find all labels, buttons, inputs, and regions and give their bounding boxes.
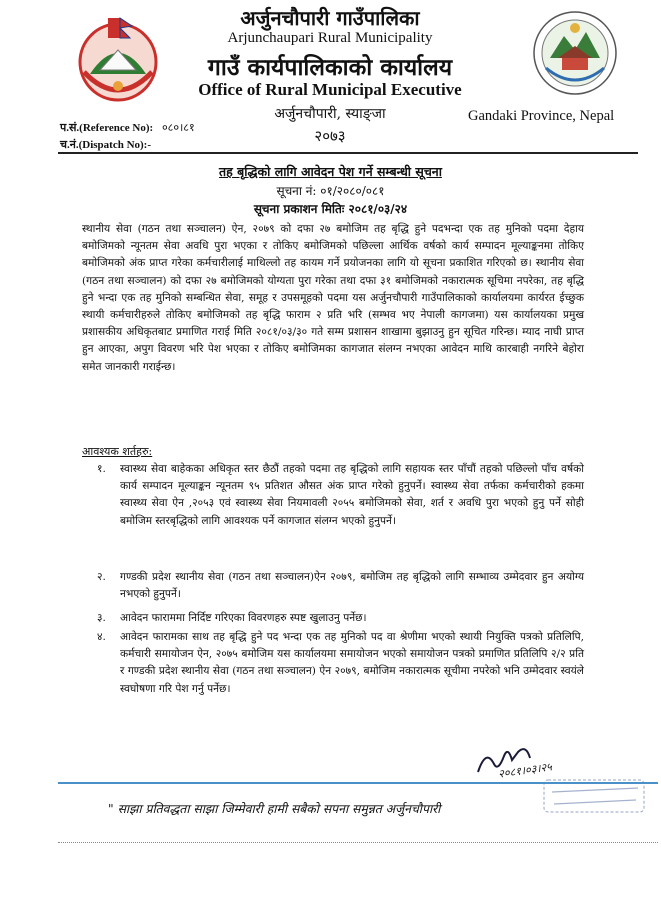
notice-title [0,163,661,180]
municipality-name-nepali: अर्जुनचौपारी गाउँपालिका [240,6,420,30]
province-label: Gandaki Province, Nepal [468,108,615,124]
condition-text: स्वास्थ्य सेवा बाहेकका अधिकृत स्तर छैठौं तहको पदमा तह बृद्धिको लागि सहायक स्तर पाँचौं तहको पछिल्लो पाँच वर्षको कार्य सम्पादन मूल्याङ्कन न्यूनतम ९५ प्रतिशत औसत अंक प्राप्त गरेको हुनुपर्ने। स्वास्थ्य सेवा तर्फका कर्मचारीको हकमा स्वास्थ्य सेवा ऐन ,२०५३ एवं स्वास्थ्य सेवा नियमावली २०५५ बमोजिमको सेवा, शर्त र अवधि पुरा भएको हुनु पर्ने सोही बमोजिम स्तरबृद्धिको लागि आवश्यक पर्ने कागजात संलग्न भएको हुनुपर्ने। [120,463,584,527]
notice-number: सूचना नं: ०१/२०८०/०८१ [276,184,385,198]
condition-item [82,629,584,698]
signature-date: २०८१।०३।२५ [497,760,553,781]
reference-number [60,120,195,135]
condition-item [82,569,584,603]
condition-text: गण्डकी प्रदेश स्थानीय सेवा (गठन तथा सञ्चालन)ऐन २०७९, बमोजिम तह बृद्धिको लागि सम्भाव्य उम्मेदवार हुन अयोग्य नभएको हुनुपर्ने। [120,571,584,601]
condition-number: १. [97,463,106,475]
reference-label: प.सं.(Reference No): [60,122,154,134]
conditions-heading: आवश्यक शर्तहरु: [82,445,153,458]
footer-divider [58,782,658,784]
reference-value: ०८०।८१ [161,122,195,134]
address-nepali: अर्जुनचौपारी, स्याङ्जा [274,106,386,122]
office-name-nepali: गाउँ कार्यपालिकाको कार्यालय [207,54,453,81]
notice-body: स्थानीय सेवा (गठन तथा सञ्चालन) ऐन, २०७९ को दफा २७ बमोजिम तह बृद्धि हुने पदभन्दा एक तह मुनिको पदमा देहाय बमोजिमको न्यूनतम सेवा अवधि पुरा भएका र तोकिए बमोजिमको पछिल्ला आर्थिक वर्षको कार्य सम्पादन मूल्याङ्कनमा तोकिए बमोजिमको अंक प्राप्त गरेका कर्मचारीलाई माथिल्लो तह कायम गर्ने प्रयोजनका लागि यो सूचना प्रकाशित गरिएको छ। स्थानीय सेवा (गठन तथा सञ्चालन) को दफा २७ बमोजिमको योग्यता पुरा गरेका तथा दफा ३१ बमोजिमको नकारात्मक सूचिमा नपरेका, तह बृद्धि हुने भन्दा एक तह मुनिको सम्बन्धित सेवा, समूह र उपसमूहको पदमा यस अर्जुनचौपारी गाउँपालिकाको कार्यालयमा कार्यरत ईच्छुक स्थायी कर्मचारीहरुले तोकिए बमोजिमको तह बृद्धि फाराम २ प्रति भरि (सम्भव भए नेपाली कागजमा) यस कार्यालयका प्रमुख प्रशासकीय अधिकृतबाट प्रमाणित गराई मिति २०८१/०३/३० गते सम्म प्रशासन शाखामा बुझाउनु हुन सूचित गरिन्छ। म्याद नाघी प्राप्त हुन आएका, अपुग विवरण भरि पेश भएका र तोकिए बमोजिमका कागजात संलग्न नभएका आवेदन माथि कारबाही नगरिने बेहोरा समेत जानकारी गराईन्छ। [82,223,584,373]
condition-number: ३. [97,612,106,624]
office-name-english: Office of Rural Municipal Executive [198,80,462,99]
notice-title-text: तह बृद्धिको लागि आवेदन पेश गर्ने सम्बन्धी सूचना [219,164,442,179]
municipality-logo-icon [532,10,618,96]
municipality-name-english: Arjunchaupari Rural Municipality [227,30,433,46]
condition-item [82,461,584,530]
year: २०७३ [314,127,346,145]
footer-slogan: " साझा प्रतिवद्धता साझा जिम्मेवारी हामी सबैको सपना समुन्नत अर्जुनचौपारी [108,802,441,816]
notice-publish-date: सूचना प्रकाशन मितिः २०८१/०३/२४ [253,202,408,216]
condition-number: ४. [97,631,106,643]
condition-text: आवेदन फारामका साथ तह बृद्धि हुने पद भन्दा एक तह मुनिको पद वा श्रेणीमा भएको स्थायी नियुक्ति पत्रको प्रतिलिपि, कर्मचारी समायोजन ऐन, २०७५ बमोजिम यस कार्यालयमा समायोजन भएको समायोजन पत्रको प्रमाणित प्रतिलिपि २/२ प्रति र गण्डकी प्रदेश स्थानीय सेवा (गठन तथा सञ्चालन) ऐन २०७९, बमोजिम नकारात्मक सूचीमा नपरेको भनि उम्मेदवार स्वयंले स्वघोषणा गरि पेश गर्नु पर्नेछ। [120,631,584,695]
footer-bottom-rule [58,842,658,843]
dispatch-number: च.नं.(Dispatch No):- [60,139,151,151]
header-divider [58,152,638,154]
condition-item [82,610,584,627]
condition-number: २. [97,571,106,583]
condition-text: आवेदन फाराममा निर्दिष्ट गरिएका विवरणहरु स्पष्ट खुलाउनु पर्नेछ। [120,612,367,624]
